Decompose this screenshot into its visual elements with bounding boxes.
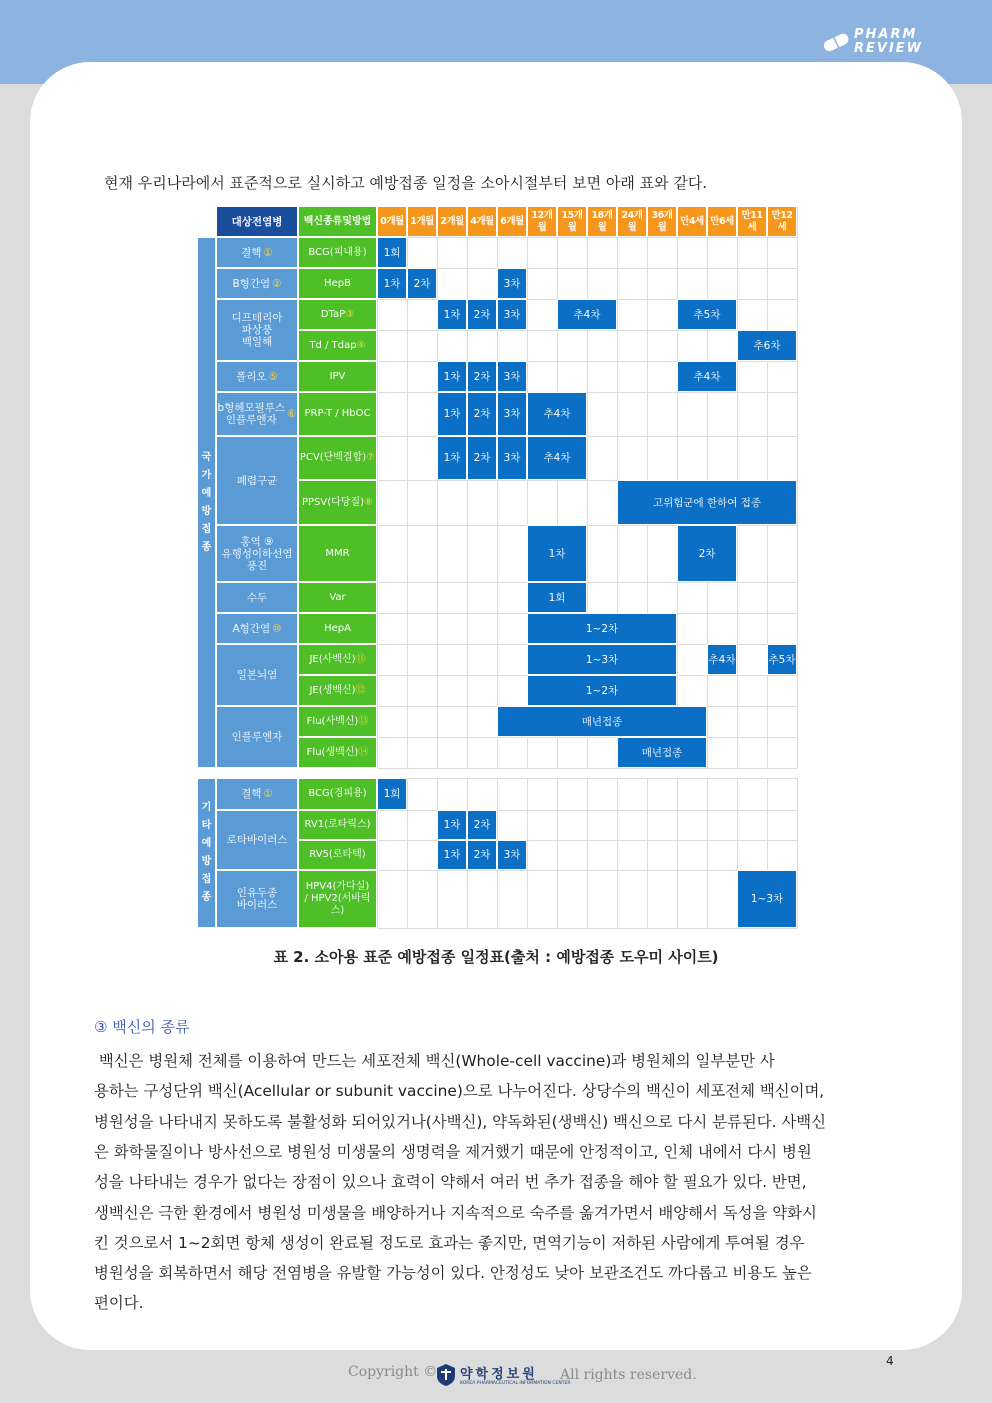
label-text: PPSV(다당질) (301, 496, 365, 508)
label-text: PCV(단백결합) (299, 452, 367, 463)
grid-line (527, 778, 528, 928)
vaccine-v3 (298, 299, 377, 330)
header-age-0 (377, 206, 407, 237)
schedule-bar-s30 (767, 644, 797, 675)
vaccine-v17 (298, 810, 377, 840)
label-text: 1~3차 (585, 653, 619, 666)
label-text: 일본뇌염 (236, 669, 278, 681)
ref-number: ⑥ (287, 408, 297, 420)
schedule-bar-s14 (677, 361, 737, 392)
schedule-bar-s38 (467, 840, 497, 870)
label-text: 18개월 (591, 209, 613, 233)
ref-number: ⑭ (358, 746, 369, 758)
footer-org-korean: 약학정보원 (460, 1367, 538, 1382)
vaccine-v11 (298, 613, 377, 644)
schedule-bar-s24 (527, 525, 587, 582)
label-text: 폐렴구균 (236, 474, 278, 487)
label-text: 기타예방접종 (201, 802, 212, 903)
schedule-bar-s39 (497, 840, 527, 870)
schedule-bar-s12 (467, 361, 497, 392)
label-text: 2차 (473, 849, 491, 861)
label-text: HepA (324, 622, 351, 634)
schedule-bar-s35 (437, 810, 467, 840)
label-text: 만12세 (771, 209, 793, 233)
label-text: RV1(로타릭스) (304, 819, 371, 830)
label-text: 1회 (383, 788, 401, 800)
label-text: PRP-T / HbOC (304, 408, 371, 419)
label-text: 0개월 (380, 215, 404, 227)
ref-number: ⑤ (268, 370, 278, 383)
label-text: RV5(로타텍) (309, 849, 366, 860)
label-text: 3차 (503, 849, 521, 861)
ref-number: ⑫ (355, 684, 366, 696)
vaccine-v16 (298, 778, 377, 810)
paragraph-line: 편이다. (94, 1294, 144, 1313)
schedule-bar-s17 (497, 392, 527, 436)
label-text: Flu(생백신) (306, 746, 359, 758)
grid-line (377, 928, 797, 929)
label-text: 2개월 (440, 215, 464, 227)
paragraph-line: 백신은 병원체 전체를 이용하여 만드는 세포전체 백신(Whole-cell vaccine)과 병원체의 일부분만 사 (94, 1052, 775, 1070)
group-other (197, 778, 216, 928)
org-emblem-icon (436, 1363, 456, 1387)
disease-d13 (216, 810, 298, 870)
schedule-bar-s37 (437, 840, 467, 870)
label-text: DTaP (320, 308, 346, 320)
header-age-12 (737, 206, 767, 237)
ref-number: ② (272, 277, 282, 290)
schedule-bar-s9 (677, 299, 737, 330)
schedule-bar-s31 (527, 675, 677, 706)
header-age-8 (617, 206, 647, 237)
header-age-3 (467, 206, 497, 237)
grid-line (377, 870, 797, 871)
vaccine-v4 (298, 330, 377, 361)
label-text: 홍역 ⑨ 유행성이하선염 풍진 (221, 535, 293, 572)
label-text: 3차 (503, 277, 521, 290)
schedule-bar-s15 (437, 392, 467, 436)
schedule-bar-s25 (677, 525, 737, 582)
label-text: 3차 (503, 370, 521, 383)
label-text: 24개월 (621, 209, 643, 233)
disease-d6 (216, 436, 298, 525)
label-text: 1차 (443, 849, 461, 861)
grid-line (407, 778, 408, 928)
label-text: 1차 (548, 547, 566, 560)
vaccine-v18 (298, 840, 377, 870)
grid-line (557, 778, 558, 928)
label-text: 추6차 (753, 339, 781, 352)
disease-d5 (216, 392, 298, 436)
schedule-bar-s36 (467, 810, 497, 840)
label-text: 12개월 (531, 209, 553, 233)
label-text: IPV (329, 370, 346, 382)
ref-number: ⑧ (364, 496, 373, 508)
paragraph-line: 용하는 구성단위 백신(Acellular or subunit vaccine)으로 나누어진다. 상당수의 백신이 세포전체 백신이며, (94, 1082, 825, 1101)
label-text: MMR (325, 547, 350, 559)
label-text: 1회 (383, 246, 401, 259)
label-text: A형간염 (232, 622, 271, 635)
logo-line2: REVIEW (854, 41, 924, 56)
schedule-bar-s13 (497, 361, 527, 392)
table-caption: 표 2. 소아용 표준 예방접종 일정표(출처 : 예방접종 도우미 사이트) (273, 948, 719, 966)
label-text: 만6세 (710, 215, 734, 227)
label-text: 1차 (443, 452, 461, 464)
label-text: HPV4(가다실) / HPV2(서바릭스) (304, 881, 371, 916)
paragraph-line: 병원성을 나타내지 못하도록 불활성화 되어있거나(사백신), 약독화된(생백신) 백신으로 다시 분류된다. 사백신 (94, 1112, 826, 1131)
grid-line (677, 778, 678, 928)
schedule-bar-s8 (557, 299, 617, 330)
vaccine-v12 (298, 644, 377, 675)
schedule-bar-s27 (527, 613, 677, 644)
paragraph-line: 성을 나타내는 경우가 없다는 장점이 있으나 효력이 약해서 여러 번 추가 접종을 해야 할 필요가 있다. 반면, (94, 1173, 807, 1192)
pill-icon (822, 32, 850, 52)
grid-line (377, 268, 797, 269)
schedule-bar-s40 (737, 870, 797, 928)
label-text: 6개월 (500, 215, 524, 227)
schedule-bar-s20 (467, 436, 497, 480)
label-text: Var (329, 591, 346, 603)
label-text: 2차 (473, 408, 491, 420)
label-text: 추5차 (768, 653, 796, 666)
label-text: 결핵 (241, 788, 262, 800)
schedule-bar-s18 (527, 392, 587, 436)
paragraph-line: 생백신은 극한 환경에서 병원성 미생물을 배양하거나 지속적으로 숙주를 옮겨가면서 배양해서 독성을 약화시 (94, 1203, 817, 1222)
header-age-10 (677, 206, 707, 237)
label-text: 폴리오 (236, 370, 267, 383)
label-text: 추4차 (693, 370, 721, 383)
ref-number: ③ (345, 308, 355, 320)
label-text: 36개월 (651, 209, 673, 233)
vaccine-v13 (298, 675, 377, 706)
schedule-bar-s4 (497, 268, 527, 299)
label-text: 2차 (473, 819, 491, 831)
paragraph-line: 은 화학물질이나 방사선으로 병원성 미생물의 생명력을 제거했기 때문에 안정적이고, 인체 내에서 다시 병원 (94, 1142, 812, 1161)
label-text: 만4세 (680, 215, 704, 227)
label-text: 1개월 (410, 215, 434, 227)
schedule-bar-s34 (377, 778, 407, 810)
schedule-bar-s19 (437, 436, 467, 480)
grid-line (377, 582, 797, 583)
page-number: 4 (886, 1354, 894, 1368)
schedule-bar-s3 (407, 268, 437, 299)
grid-line (647, 778, 648, 928)
header-age-7 (587, 206, 617, 237)
vaccine-v10 (298, 582, 377, 613)
label-text: HepB (324, 277, 351, 289)
grid-line (797, 778, 798, 928)
label-text: 3차 (503, 452, 521, 464)
ref-number: ⑪ (355, 653, 366, 665)
header-age-11 (707, 206, 737, 237)
label-text: 매년접종 (641, 746, 683, 759)
logo-line1: PHARM (854, 27, 918, 42)
vaccine-v14 (298, 706, 377, 737)
intro-text: 현재 우리나라에서 표준적으로 실시하고 예방접종 일정을 소아시절부터 보면 아래 표와 같다. (104, 174, 708, 192)
schedule-bar-s23 (617, 480, 797, 525)
vaccine-v8 (298, 480, 377, 525)
grid-line (467, 206, 468, 768)
header-age-13 (767, 206, 797, 237)
disease-d7 (216, 525, 298, 582)
label-text: 추4차 (708, 653, 736, 666)
header-disease (216, 206, 298, 237)
footer-copyright: Copyright © (348, 1364, 438, 1380)
grid-line (377, 330, 797, 331)
schedule-bar-s16 (467, 392, 497, 436)
label-text: 1~2차 (585, 622, 619, 635)
label-text: 국가예방접종 (201, 451, 212, 553)
header-age-1 (407, 206, 437, 237)
disease-d2 (216, 268, 298, 299)
label-text: 1회 (548, 591, 566, 604)
label-text: 고위험군에 한하여 접종 (652, 496, 762, 509)
label-text: 4개월 (470, 215, 494, 227)
label-text: 2차 (473, 370, 491, 383)
grid-line (707, 778, 708, 928)
ref-number: ⑩ (272, 622, 282, 635)
vaccine-v5 (298, 361, 377, 392)
grid-line (377, 768, 797, 769)
ref-number: ⑬ (358, 715, 369, 727)
disease-d3 (216, 299, 298, 361)
disease-d12 (216, 778, 298, 810)
label-text: Flu(사백신) (306, 715, 359, 727)
vaccine-v6 (298, 392, 377, 436)
vaccine-v2 (298, 268, 377, 299)
vaccine-v19 (298, 870, 377, 928)
label-text: JE(사백신) (309, 653, 356, 665)
paragraph-line: 병원성을 회복하면서 해당 전염병을 유발할 가능성이 있다. 안정성도 낮아 보관조건도 까다롭고 비용도 높은 (94, 1264, 812, 1283)
grid-line (377, 737, 797, 738)
section-title: ③ 백신의 종류 (94, 1018, 190, 1036)
label-text: BCG(경피용) (308, 788, 367, 799)
grid-line (377, 237, 797, 238)
label-text: 2차 (698, 547, 716, 560)
footer-rights: All rights reserved. (560, 1367, 697, 1383)
schedule-bar-s33 (617, 737, 707, 768)
schedule-bar-s28 (527, 644, 677, 675)
schedule-bar-s32 (497, 706, 707, 737)
vaccine-v9 (298, 525, 377, 582)
label-text: 인플루엔자 (231, 731, 283, 743)
disease-d14 (216, 870, 298, 928)
label-text: 수두 (246, 591, 268, 604)
disease-d8 (216, 582, 298, 613)
label-text: 1~3차 (750, 893, 784, 905)
ref-number: ① (263, 246, 273, 259)
label-text: 3차 (503, 408, 521, 420)
label-text: Td / Tdap (309, 339, 357, 351)
schedule-bar-s1 (377, 237, 407, 268)
label-text: 1차 (443, 308, 461, 321)
label-text: 디프테리아 파상풍 백일해 (231, 312, 283, 348)
schedule-bar-s5 (437, 299, 467, 330)
label-text: 1차 (443, 819, 461, 831)
header-age-6 (557, 206, 587, 237)
ref-number: ① (263, 788, 273, 800)
grid-line (797, 206, 798, 768)
disease-d4 (216, 361, 298, 392)
group-national (197, 237, 216, 768)
header-age-5 (527, 206, 557, 237)
label-text: JE(생백신) (309, 684, 356, 696)
disease-d1 (216, 237, 298, 268)
label-text: 추4차 (573, 308, 601, 321)
ref-number: ④ (356, 339, 366, 351)
label-text: 2차 (413, 277, 431, 290)
vaccine-v1 (298, 237, 377, 268)
label-text: 추4차 (543, 408, 571, 420)
label-text: B형간염 (232, 277, 271, 290)
ref-number: ⑦ (366, 452, 376, 463)
header-age-2 (437, 206, 467, 237)
label-text: 1차 (443, 370, 461, 383)
label-text: 추5차 (693, 308, 721, 321)
label-text: 1차 (383, 277, 401, 290)
schedule-bar-s29 (707, 644, 737, 675)
schedule-bar-s21 (497, 436, 527, 480)
schedule-bar-s22 (527, 436, 587, 480)
schedule-bar-s6 (467, 299, 497, 330)
label-text: 로타바이러스 (226, 834, 288, 846)
grid-line (437, 206, 438, 768)
footer-org-english: KOREA PHARMACEUTICAL INFORMATION CENTER (460, 1381, 571, 1386)
label-text: 1~2차 (585, 684, 619, 697)
label-text: 만11세 (741, 209, 763, 233)
vaccine-v15 (298, 737, 377, 768)
schedule-bar-s11 (437, 361, 467, 392)
schedule-bar-s2 (377, 268, 407, 299)
disease-d9 (216, 613, 298, 644)
label-text: 추4차 (543, 452, 571, 464)
label-text: 2차 (473, 308, 491, 321)
disease-d10 (216, 644, 298, 706)
label-text: BCG(피내용) (308, 246, 367, 258)
pharm-review-logo (822, 26, 932, 60)
schedule-bar-s10 (737, 330, 797, 361)
disease-d11 (216, 706, 298, 768)
label-text: 2차 (473, 452, 491, 464)
label-text: 15개월 (561, 209, 583, 233)
header-vaccine (298, 206, 377, 237)
schedule-bar-s26 (527, 582, 587, 613)
label-text: 1차 (443, 408, 461, 420)
label-text: 백신종류및방법 (303, 215, 372, 227)
schedule-bar-s7 (497, 299, 527, 330)
label-text: 매년접종 (581, 715, 623, 728)
label-text: 결핵 (241, 246, 262, 259)
grid-line (377, 778, 797, 779)
header-age-9 (647, 206, 677, 237)
label-text: 대상전염병 (231, 215, 283, 228)
grid-line (617, 778, 618, 928)
label-text: 3차 (503, 308, 521, 321)
paragraph-line: 킨 것으로서 1~2회면 항체 생성이 완료될 정도로 효과는 좋지만, 면역기능이 저하된 사람에게 투여될 경우 (94, 1233, 805, 1252)
vaccine-v7 (298, 436, 377, 480)
grid-line (587, 778, 588, 928)
label-text: b형헤모필루스 인플루엔자 (217, 402, 286, 426)
header-age-4 (497, 206, 527, 237)
label-text: 인유두종 바이러스 (236, 887, 278, 911)
